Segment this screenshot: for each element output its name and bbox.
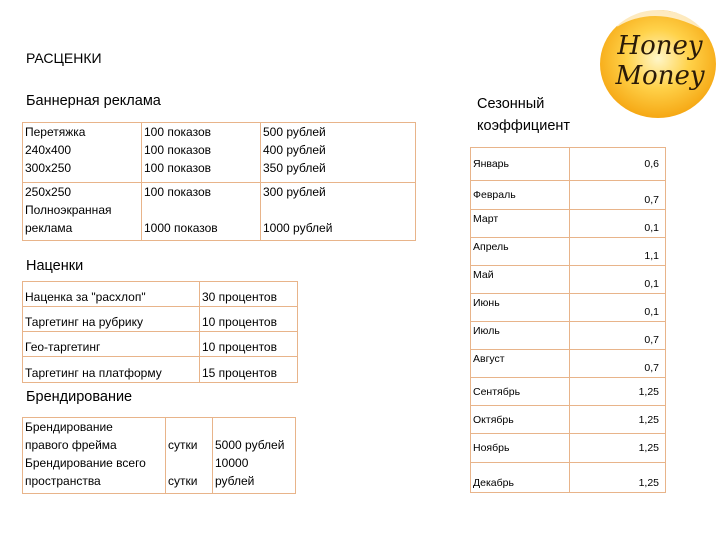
table-row xyxy=(471,434,666,463)
branding-cell-name: Брендирование правого фрейма Брендирование всего пространства xyxy=(23,418,166,494)
season-month: Август xyxy=(471,350,570,378)
table-row xyxy=(471,294,666,322)
banner-cell-name: 250x250 Полноэкранная реклама xyxy=(23,183,142,241)
table-row xyxy=(23,123,416,183)
table-row xyxy=(471,350,666,378)
season-value: 0,1 xyxy=(570,266,666,294)
table-row xyxy=(23,282,298,307)
markup-name: Наценка за "расхлоп" xyxy=(23,282,200,307)
markup-name: Гео-таргетинг xyxy=(23,332,200,357)
table-row xyxy=(23,357,298,383)
markups-table xyxy=(22,281,298,383)
branding-table xyxy=(22,417,296,494)
season-month: Март xyxy=(471,210,570,238)
honey-money-logo xyxy=(596,4,720,120)
season-value: 1,1 xyxy=(570,238,666,266)
season-value: 1,25 xyxy=(570,378,666,406)
season-month: Октябрь xyxy=(471,406,570,434)
markup-name: Таргетинг на платформу xyxy=(23,357,200,383)
table-row xyxy=(471,148,666,181)
season-month: Июнь xyxy=(471,294,570,322)
season-value: 0,7 xyxy=(570,322,666,350)
season-month: Май xyxy=(471,266,570,294)
logo-word-2: Money xyxy=(615,61,705,91)
table-row xyxy=(471,378,666,406)
season-month: Декабрь xyxy=(471,463,570,493)
table-row xyxy=(23,183,416,241)
table-row xyxy=(471,322,666,350)
season-value: 1,25 xyxy=(570,406,666,434)
banner-cell-name: Перетяжка 240x400 300x250 xyxy=(23,123,142,183)
markup-value: 30 процентов xyxy=(200,282,298,307)
season-month: Сентябрь xyxy=(471,378,570,406)
season-value: 0,1 xyxy=(570,294,666,322)
banner-section-title: Баннерная реклама xyxy=(26,93,161,109)
markup-value: 10 процентов xyxy=(200,332,298,357)
season-month: Ноябрь xyxy=(471,434,570,463)
banner-cell-price: 500 рублей 400 рублей 350 рублей xyxy=(261,123,416,183)
table-row xyxy=(471,266,666,294)
season-month: Январь xyxy=(471,148,570,181)
markups-section-title: Наценки xyxy=(26,258,84,274)
season-value: 0,7 xyxy=(570,181,666,210)
markup-value: 10 процентов xyxy=(200,307,298,332)
season-month: Апрель xyxy=(471,238,570,266)
logo-word-1: Honey xyxy=(617,31,703,61)
markup-value: 15 процентов xyxy=(200,357,298,383)
table-row xyxy=(471,181,666,210)
table-row xyxy=(23,307,298,332)
table-row xyxy=(471,463,666,493)
page-title: РАСЦЕНКИ xyxy=(26,50,102,66)
banner-table xyxy=(22,122,416,241)
branding-section-title: Брендирование xyxy=(26,389,133,405)
season-section-title: Сезонный коэффициент xyxy=(477,96,571,134)
banner-cell-shows: 100 показов 1000 показов xyxy=(142,183,261,241)
season-month: Февраль xyxy=(471,181,570,210)
banner-cell-shows: 100 показов 100 показов 100 показов xyxy=(142,123,261,183)
branding-cell-price: 5000 рублей 10000 рублей xyxy=(213,418,296,494)
markup-name: Таргетинг на рубрику xyxy=(23,307,200,332)
season-value: 0,6 xyxy=(570,148,666,181)
table-row xyxy=(23,418,296,494)
season-value: 1,25 xyxy=(570,434,666,463)
season-table xyxy=(470,147,666,493)
table-row xyxy=(23,332,298,357)
season-month: Июль xyxy=(471,322,570,350)
season-value: 1,25 xyxy=(570,463,666,493)
banner-cell-price: 300 рублей 1000 рублей xyxy=(261,183,416,241)
season-value: 0,7 xyxy=(570,350,666,378)
branding-cell-unit: сутки сутки xyxy=(166,418,213,494)
table-row xyxy=(471,406,666,434)
table-row xyxy=(471,238,666,266)
season-value: 0,1 xyxy=(570,210,666,238)
table-row xyxy=(471,210,666,238)
